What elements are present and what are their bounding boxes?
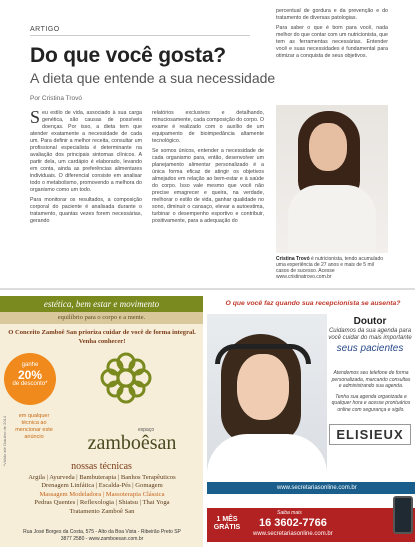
caption-name: Cristina Trovó <box>276 256 310 262</box>
blurb-paragraph: Atendemos seu telefone de forma personalizada, marcando consultas e administrando sua agenda. <box>331 370 411 389</box>
article-column-1 <box>30 107 142 228</box>
free-month-badge: 1 MÊS GRÁTIS <box>213 516 241 531</box>
technique-line: Massagem Modeladora | Massoterapia Clássica <box>39 490 165 498</box>
footer-url[interactable]: www.secretariasonline.com.br <box>253 531 333 537</box>
paragraph: Para saber o que é bom para você, nada melhor do que contar com um nutricionista, que tem as ferramentas necessárias. Entender você e suas necessidades é fundamental para otimizar a conquista de seus objetivos. <box>276 25 388 59</box>
article-column-3 <box>276 8 388 63</box>
ad-address <box>2 529 202 542</box>
paragraph: Se somos únicos, entender a necessidade de cada organismo para, então, desenvolver um planejamento alimentar personalizado é a única forma eficaz de atingir os objetivos almejados em relação ao bem-estar e à saúde do corpo. Isso vale mesmo que você não precise emagrecer e queira, na verdade, melhorar o estilo de vida, ganhar qualidade no sono, diminuir o cansaço, elevar a autoestima, turbinar o desempenho esportivo e contribuir, positivamente, para a adequação do <box>152 148 264 224</box>
ad-subheading: Cuidamos da sua agenda para você cuidar do mais importante <box>328 328 412 341</box>
techniques-list <box>4 474 200 516</box>
ads-divider <box>0 288 415 290</box>
brand-name: zamboêsan <box>87 432 177 454</box>
technique-line: Argila | Ayurveda | Bambuterapia | Banhos Terapêuticos <box>28 474 176 481</box>
blurb-paragraph: Tenha sua agenda organizada e qualquer hora e acesse prontuários online com segurança e sigilo. <box>331 393 411 413</box>
article-subtitle: A dieta que entende a sua necessidade <box>30 70 276 86</box>
ad-blurb <box>331 370 411 417</box>
badge-top: ganhe <box>21 362 39 368</box>
ad-heading: Doutor <box>353 316 387 327</box>
ad-intro: O Conceito Zamboê San prioriza cuidar de você de forma integral. Venha conhecer! <box>8 329 196 345</box>
contact-line: 3877 2580 - www.zamboesan.com.br <box>60 535 144 542</box>
article-column-2 <box>152 110 264 228</box>
ad-subtagline: equilíbrio para o corpo e a mente. <box>0 312 203 324</box>
promo-text: em qualquer técnica ao mencionar este anúncio <box>15 413 53 440</box>
zamboe-san-ad[interactable] <box>0 296 203 547</box>
techniques-title: nossas técnicas <box>71 461 132 472</box>
section-rule <box>30 35 250 36</box>
paragraph <box>30 107 142 194</box>
ad-question: O que você faz quando sua recepcionista se ausenta? <box>225 300 401 307</box>
author-photo <box>276 105 388 253</box>
logo-text: ELISIEUX <box>329 424 410 445</box>
drop-cap: S <box>30 107 41 127</box>
flower-logo-icon <box>96 348 156 408</box>
address-line: Rua José Borges da Costa, 575 - Alto da Boa Vista - Ribeirão Preto SP <box>23 529 181 535</box>
phone-number[interactable]: 16 3602-7766 <box>259 517 327 529</box>
brand-espaco: espaço <box>138 427 155 433</box>
headset-icon <box>215 344 311 364</box>
technique-line: Pedras Quentes | Reflexologia | Shiatsu | Thai Yoga <box>34 499 170 507</box>
phone-icon <box>393 496 413 534</box>
ad-footer <box>207 508 415 542</box>
section-label: ARTIGO <box>30 26 60 33</box>
validity-note: *Válido até Outubro de 2014 <box>2 416 7 467</box>
learn-more-label: Saiba mais <box>277 510 302 516</box>
paragraph: Para monitorar os resultados, a composição corporal do paciente é analisada durante o tratamento, quantas vezes forem necessárias, gerando <box>30 197 142 224</box>
elisieux-ad[interactable] <box>207 296 415 547</box>
photo-body <box>288 185 376 253</box>
badge-percent: 20% <box>17 368 43 382</box>
photo-body <box>207 434 327 514</box>
elisieux-logo <box>327 424 413 446</box>
discount-badge <box>4 353 56 405</box>
technique-line: Drenagem Linfática | Escalda-Pés | Gomagem <box>41 482 163 490</box>
article-byline: Por Cristina Trovó <box>30 95 83 102</box>
article-title: Do que você gosta? <box>30 44 226 67</box>
photo-caption <box>276 256 388 280</box>
paragraph-text: eu estilo de vida, associado à sua carga genética, são causas de possíveis doenças. Por isso, a dieta tem que atender exatamente a necessidade de cada um. Para definir a melhor receita, consultar um profissional especialista é determinante na avaliação dos principais sintomas clínicos. A partir dela, um cardápio é elaborado, levando em conta, ainda as preferências alimentares individuais. O diferencial consiste em analisar todo o metabolismo, promovendo a melhora do organismo como um todo. <box>30 110 142 193</box>
paragraph: relatórios exclusivos e detalhando, minuciosamente, cada composição do corpo. O exame é realizado com o auxílio de um equipamento de bioimpedância altamente tecnológico. <box>152 110 264 144</box>
photo-face <box>309 123 347 171</box>
technique-line: Tratamento Zamboê San <box>69 507 135 515</box>
caption-text: é nutricionista, tendo acumulado uma experiência de 27 anos e mais de 5 mil casos de sucesso. Acesse www.cristinatrovo.com.br <box>276 256 384 280</box>
ad-highlight: seus pacientes <box>336 343 404 354</box>
ad-tagline: estética, bem estar e movimento <box>0 296 203 312</box>
badge-bottom: de desconto* <box>12 381 48 387</box>
paragraph: percentual de gordura e da prevenção e do tratamento de diversas patologias. <box>276 8 388 21</box>
url-bar[interactable]: www.secretariasonline.com.br <box>207 482 415 494</box>
